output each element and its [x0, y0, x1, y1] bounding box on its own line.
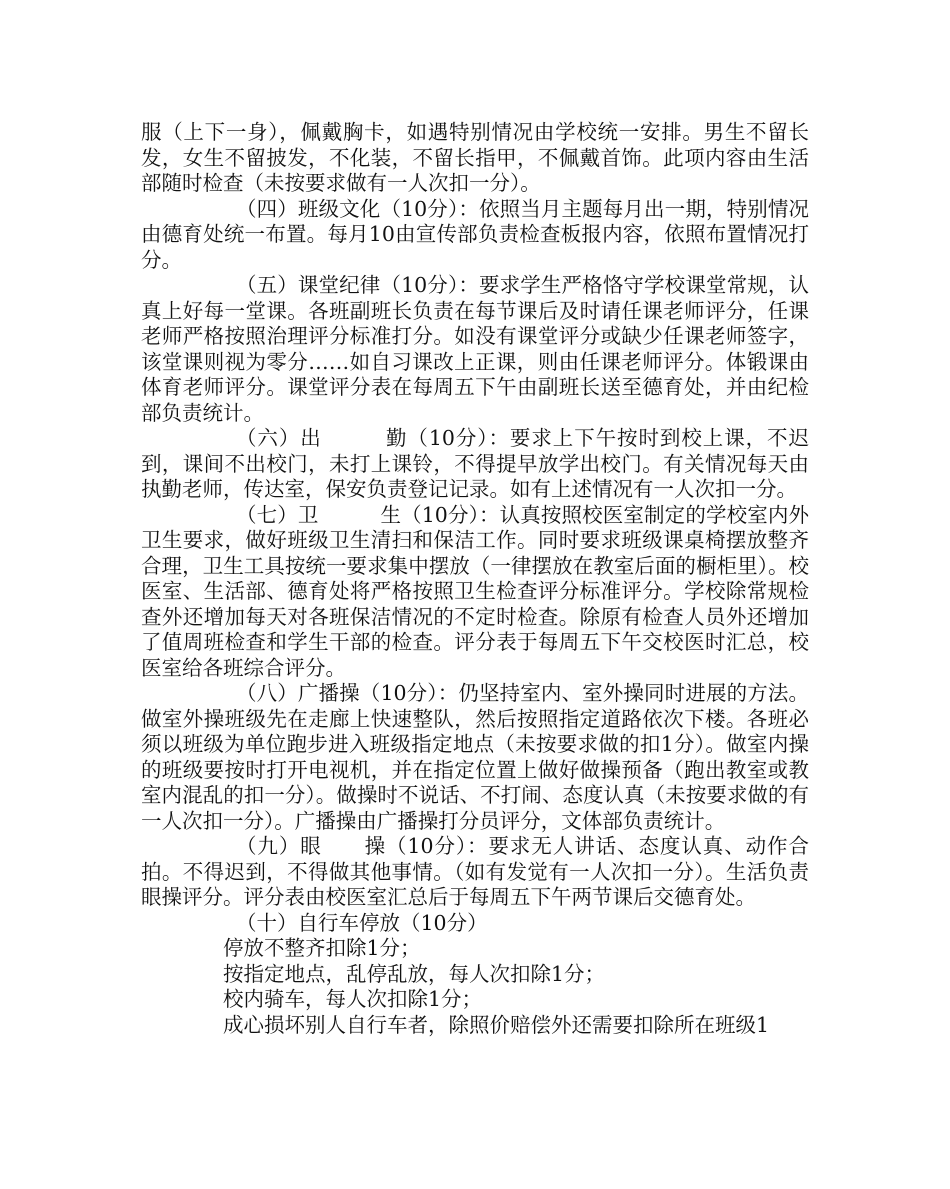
bicycle-rule-item: 成心损坏别人自行车者，除照价赔偿外还需要扣除所在班级1	[223, 1012, 770, 1037]
section-heading-bicycle: （十）自行车停放（10分）	[236, 910, 488, 935]
bicycle-rule-item: 校内骑车，每人次扣除1分；	[223, 987, 483, 1011]
paragraph-broadcast-exercise: （八）广播操（10分）：仍坚持室内、室外操同时进展的方法。做室外操班级先在走廊上快速整队，然后按照指定道路依次下楼。各班必须以班级为单位跑步进入班级指定地点（未按要求做的扣1分）。做室内操的班级要按时打开电视机，并在指定位置上做好做操预备（跑出教室或教室内混乱的扣一分）。做操时不说话、不打闹、态度认真（未按要求做的有一人次扣一分）。广播操由广播操打分员评分，文体部负责统计。	[141, 681, 809, 833]
paragraph-classroom-discipline: （五）课堂纪律（10分）：要求学生严格恪守学校课堂常规，认真上好每一堂课。各班副班长负责在每节课后及时请任课老师评分，任课老师严格按照治理评分标准打分。如没有课堂评分或缺少任课老师签字，该堂课则视为零分……如自习课改上正课，则由任课老师评分。体锻课由体育老师评分。课堂评分表在每周五下午由副班长送至德育处，并由纪检部负责统计。	[141, 273, 809, 425]
bicycle-rule-item: 停放不整齐扣除1分；	[223, 936, 421, 960]
paragraph-eye-exercise: （九）眼 操（10分）：要求无人讲话、态度认真、动作合拍。不得迟到，不得做其他事情。（如有发觉有一人次扣一分）。生活负责眼操评分。评分表由校医室汇总后于每周五下午两节课后交德育处。	[141, 834, 809, 909]
paragraph-hygiene: （七）卫 生（10分）：认真按照校医室制定的学校室内外卫生要求，做好班级卫生清扫和保洁工作。同时要求班级课桌椅摆放整齐合理，卫生工具按统一要求集中摆放（一律摆放在教室后面的橱柜里）。校医室、生活部、德育处将严格按照卫生检查评分标准评分。学校除常规检查外还增加每天对各班保洁情况的不定时检查。除原有检查人员外还增加了值周班检查和学生干部的检查。评分表于每周五下午交校医时汇总，校医室给各班综合评分。	[141, 502, 809, 680]
paragraph-attendance: （六）出 勤（10分）：要求上下午按时到校上课，不迟到，课间不出校门，未打上课铃，不得提早放学出校门。有关情况每天由执勤老师，传达室，保安负责登记记录。如有上述情况有一人次扣一分。	[141, 426, 809, 501]
document-body	[141, 120, 809, 1038]
paragraph-class-culture: （四）班级文化（10分）：依照当月主题每月出一期，特别情况由德育处统一布置。每月10由宣传部负责检查板报内容，依照布置情况打分。	[141, 196, 809, 272]
bicycle-rule-item: 按指定地点，乱停乱放，每人次扣除1分；	[223, 961, 606, 986]
paragraph-dress-code: 服（上下一身），佩戴胸卡，如遇特别情况由学校统一安排。男生不留长发，女生不留披发，不化装，不留长指甲，不佩戴首饰。此项内容由生活部随时检查（未按要求做有一人次扣一分）。	[141, 120, 809, 195]
